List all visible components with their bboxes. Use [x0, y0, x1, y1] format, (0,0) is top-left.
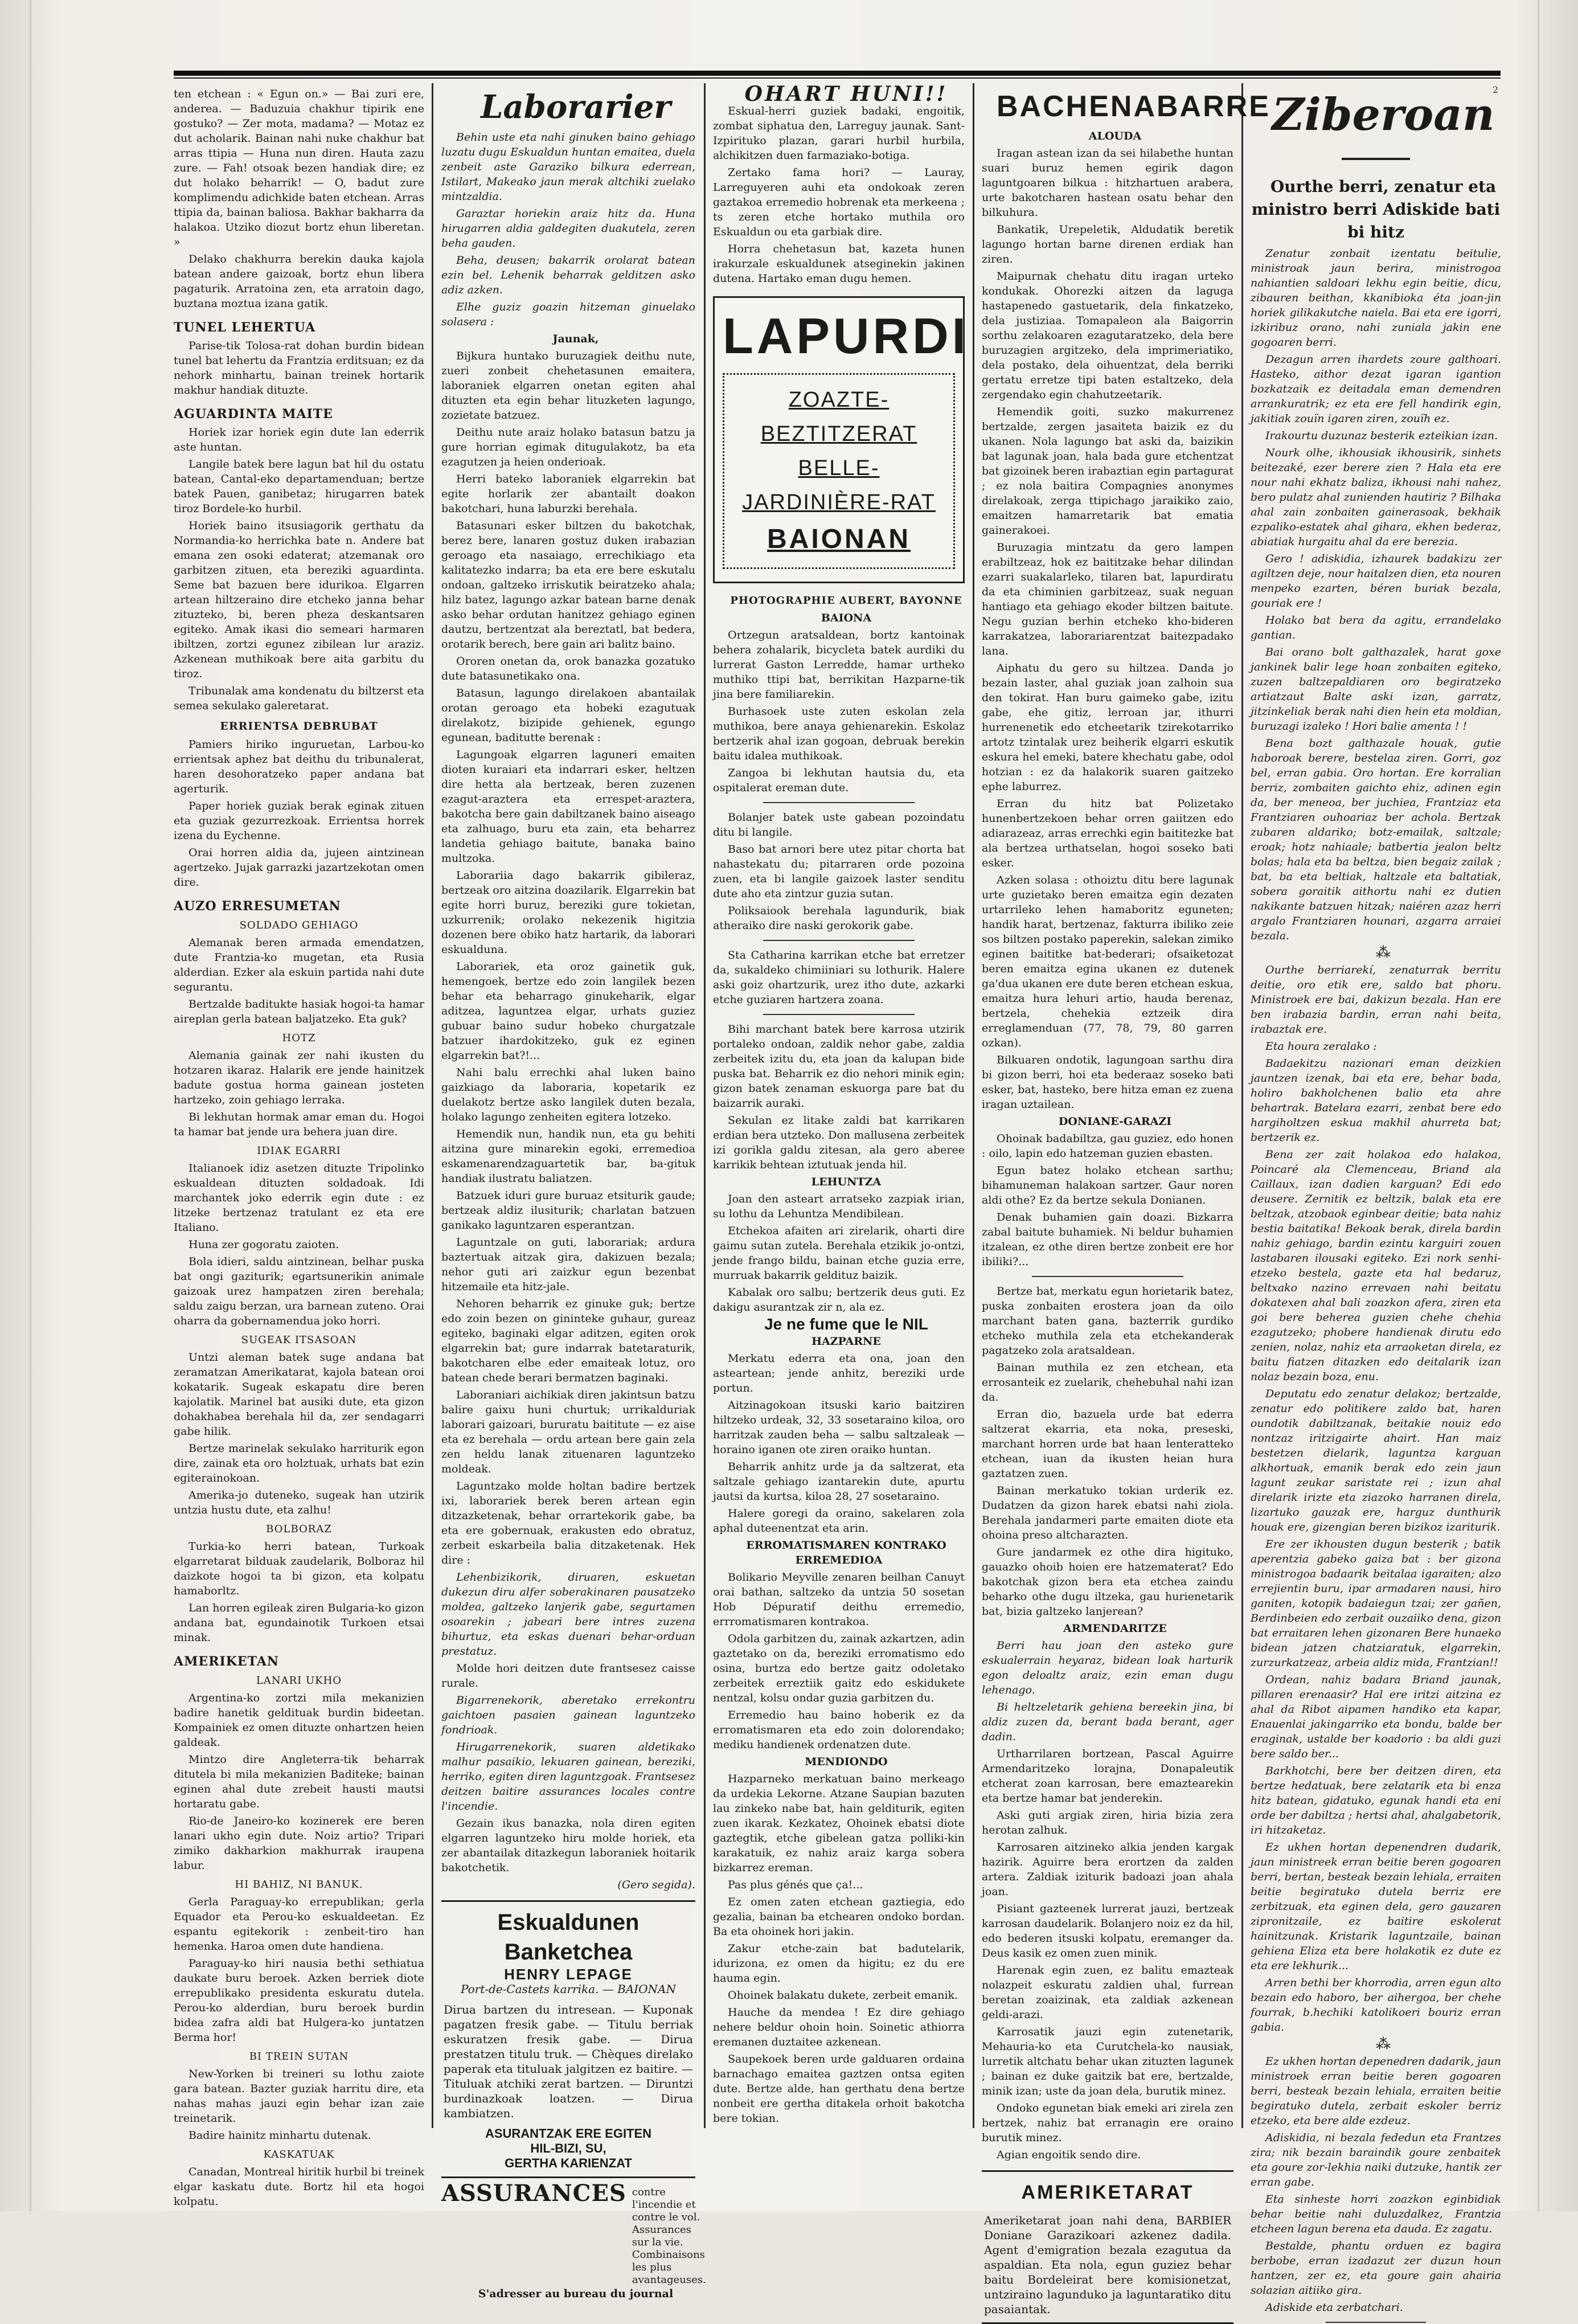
article-text: Bigarrenekorik, aberetako errekontru gaichtoen pasaien gainean laguntzeko fondrioak.	[441, 1694, 695, 1736]
article-text: Beharrik anhitz urde ja da saltzerat, eta saltzale gehiago izantarekin dute, apurtu jautsi da kurtsa, kiloa 28, 27 sosetaraino.	[713, 1460, 965, 1503]
article-text: Paraguay-ko hiri nausia bethi sethiatua daukate buru beroek. Azken berriek diote errepublikako presidenta eskuratu dutela. Perou-ko alderdian, buru beroek burdin bidea zafra aldi bat Hulgera-ko juntatzen Berma hor!	[174, 1957, 424, 2044]
masthead-laborarier: Laborarier	[481, 88, 671, 126]
article-text: Parise-tik Tolosa-rat dohan burdin bidean tunel bat lehertu da Frantzia erditsuan; ez da nehork minhartu, bainan treinek hortarik makhur handiak dituzte.	[174, 339, 424, 396]
ad-title: AMERIKETARAT	[1021, 2182, 1194, 2203]
section-heading: AGUARDINTA MAITE	[174, 407, 333, 422]
article-text: Tribunalak ama kondenatu du biltzerst eta semea sekulako galeretarat.	[174, 685, 424, 712]
article-text: Hauche da mendea ! Ez dire gehiago nehere beldur ohoin hoin. Soinetic athiorra eremanen duztaitee azkenean.	[713, 2006, 965, 2048]
article-text: Bestalde, phantu orduen ez bagira berbobe, erran izadazut zer duzun houn hantzen, zer ez, eta goure gain ahairia solazian aitiiko gira.	[1251, 2240, 1501, 2297]
title-ornament	[1251, 149, 1501, 164]
column-4	[982, 87, 1270, 2316]
article-text: Molde hori deitzen dute frantsesez caisse rurale.	[441, 1662, 695, 1689]
article-text: Laborariia dago bakarrik gibileraz, bertzeak oro aitzina doazilarik. Elgarrekin bat egite horri buruz, bereziki gure tokietan, uzkurrenik; orolako nekezenik higitzia dozenen bere obiko hatz hartarik, da laborari eskualduna.	[441, 869, 695, 956]
article-text: Aitzinagokoan itsuski kario baitziren hiltzeko urdeak, 32, 33 sosetaraino kiloa, oro harritzak zauden beha — salbu saltzaleak — horaino iganen ote ziren oraiko huntan.	[713, 1399, 965, 1456]
article-text: Hemendik nun, handik nun, eta gu behiti aitzina gure minarekin egoki, erremedioa eskamenarendzaguartetik bar, ba-gituk handiak ilustratu baliatzen.	[441, 1128, 695, 1185]
article-text: Canadan, Montreal hiritik hurbil bi treinek elgar kaskatu dute. Bortz hil eta hogoi kolpatu.	[174, 2166, 424, 2208]
article-text: ten etchean : « Egun on.» — Bai zuri ere, anderea. — Baduzuia chakhur tipirik ene gostuko? — Zer mota, madama? — Motaz ez dut acholarik. Bainan nahi nuke chakhur bat arras ttipia — Huna nun diren. Hauta zazu zure. — Fah! otsoak bezen handiak dire; ez dut holako beharrik! — O, badut zure komplimendu adichkide baten etchean. Arras ttipia da, bainan baliosa. Bakhar bakharra da halakoa. Utziko diozut bortz ehun liberetan. »	[174, 88, 424, 248]
article-text: Erran du hitz bat Polizetako hunenbertzekoen behar orren gaiitzen edo adiarazeaz, arras errechki egin baititezke bat ala bertzea urthatselan, hogoi soseko bati esker.	[982, 797, 1233, 869]
divider	[763, 802, 914, 803]
masthead-ohart-huni: OHART HUNI!!	[744, 82, 948, 106]
article-text: Nehoren beharrik ez ginuke guk; bertze edo zoin bezen on gininteke guhaur, gureaz egiteko, baginaki elgar aditzen, egiten orok elgarrekin bat; gure indarrak batetaraturik, bakotcharen elbe eder emaiteak lotuz, oro batean chede berari bermatzen baginaki.	[441, 1298, 695, 1384]
section-heading: AMERIKETAN	[174, 1654, 280, 1669]
article-text: Pisiant gazteenek lurrerat jauzi, bertzeak karrosan daudelarik. Bolanjero noiz ez da hil, edo bederen itsuski kolpatu, eremanger da. Deus kasik ez omen zuen minik.	[982, 1902, 1233, 1959]
article-text: Amerika-jo duteneko, sugeak han utzirik untzia hustu dute, eta zalhu!	[174, 1489, 424, 1516]
article-text: Aski guti argiak ziren, hiria bizia zera herotan zalhuk.	[982, 1809, 1233, 1836]
ad-body: Ameriketarat joan nahi dena, BARBIER Doniane Garazikoari azkenez dadila. Agent d'emigration bezala ezagutua da aspaldian. Eta nola, egun guziez behar baitu Bordeleirat bere komisionetzat, untziraino lagunduko ja laguntaratiko ditu pasaiantak.	[984, 2213, 1231, 2316]
article-text: Batasun, lagungo direlakoen abantailak orotan geroago eta hobeki ezagutuak direlakotz, bizipide gehienek, egungo egunean, baditutte berenak :	[441, 687, 695, 744]
article-text: Paper horiek guziak berak eginak zituen eta guziak gezurrezkoak. Errientsa horrek izena du Eychenne.	[174, 800, 424, 842]
section-heading: ARMENDARITZE	[1063, 1622, 1167, 1635]
article-text: Hazparneko merkatuan baino merkeago da urdekia Lekorne. Atzane Saupian bazuten lau zinkeko nabe bat, hain gelditurik, egiten zuen ikarak. Kezkatez, Ohoinek ebatsi diote gaztegtik, etche gibelean gatza polliki-kin karakatuik, ez nahiz araiz karga sobera bizkarrez ereman.	[713, 1773, 965, 1874]
ad-body: Dirua bartzen du intresean. — Kuponak pagatzen fresik gabe. — Titulu berriak eskuratzen fresik gabe. — Dirua prestatzen titulu truk. — Chèques direlako paperak eta tituluak jalgitzen ez baitire. — Tituluak atchiki zerat bartzen. — Diruntzi burdinazkoak loatzen. — Dirua kambiatzen.	[444, 2003, 693, 2120]
article-text: Gerla Paraguay-ko errepublikan; gerla Equador eta Perou-ko eskualdeetan. Ez espantu egitekorik : zenbeit-tiro han hemenka. Haroa omen dute handiena.	[174, 1896, 424, 1953]
article-text: Kabalak oro salbu; bertzerik deus guti. Ez dakigu asurantzak zir n, ala ez.	[713, 1286, 965, 1314]
sub-heading: HOTZ	[282, 1032, 316, 1044]
article-text: Laguntzale on guti, laborariak; ardura baztertuak aitzak gira, dakizuen bezala; nehor guti ari zaizkur egun bezenbat hitzemaile eta hitz-jale.	[441, 1236, 695, 1293]
sub-heading: IDIAK EGARRI	[257, 1145, 341, 1157]
article-text: Karrosaren aitzineko alkia jenden kargak hazirik. Aguirre bera erortzen da zalden artera. Zaldiak iziturik badoazi joan ahala joan.	[982, 1841, 1233, 1898]
section-heading: BAIONA	[821, 612, 872, 624]
article-text: Ourthe berriarekí, zenaturrak berritu deitie, oro etik ere, saldo bat phoru. Ministroek ere bai, dakizun bezala. Han ere ben irabazia bardin, erran nahi beita, irabaztak ere.	[1251, 964, 1501, 1036]
article-text: Lan horren egileak ziren Bulgaria-ko gizon andana bat, egundainotik Turkoen etsai minak.	[174, 1602, 424, 1644]
ad-address: Port-de-Castets karrika. — BAIONAN	[460, 1982, 677, 1996]
article-text: Bolanjer batek uste gabean pozoindatu ditu bi langile.	[713, 811, 965, 838]
sub-heading: HI BAHIZ, NI BANUK.	[235, 1879, 363, 1891]
nil-advertisement: Je ne fume que le NIL	[764, 1315, 928, 1333]
article-text: Garaztar horiekin araiz hitz da. Huna hirugarren aldia galdegiten duakutela, zeren beha gauden.	[441, 207, 695, 249]
ad-lapurdi-title: LAPURDI	[723, 308, 970, 364]
article-text: Aiphatu du gero su hiltzea. Danda jo bezain laster, ahal guziak joan zalhoin sua den tokirat. Han buru gaimeko gabe, izitu gabe, ehe gitiz, lerroan jar, ithurri hurrenenetik edo etcheetarik tzirekotarriko artotz tzintalak urez beiherik elgarri eskutik eskura hel emeki, batere khechatu gabe, odol hotzian : ez da halakorik suaren gaitzeko ephe laburrez.	[982, 662, 1233, 793]
article-text: Bijkura huntako buruzagiek deithu nute, zueri zonbeit chehetasunen emaitera, laboraniek elgarren onetan egiten ahal dituzten eta egin behar lituzketen lagungo, zozietate batzuez.	[441, 350, 695, 422]
section-heading: DONIANE-GARAZI	[1058, 1115, 1172, 1128]
divider	[763, 940, 914, 941]
column-3	[713, 82, 970, 2126]
article-text: Adiskidia, ni bezala fededun eta Frantzes zira; nik bezain baraindik goure zenbaitek eta goure zor-lekhia naiki dutzuke, hantik zer erran gabe.	[1251, 2131, 1501, 2188]
article-text: Maipurnak chehatu ditu iragan urteko kondukak. Ohorezki aitzen da laguga hastapenedo gastuetarik, dela finkatzeko, dela justiziaa. Tomapaleon ala Baigorrin sorthu zelakoaren ezagutaratzeko, dela bere buruzagien argitzeko, dela imprimeriatiko, dela postako, dela oihuentzat, dela berriki gertatu erretze tipi baten estaltzeko, dela zergendako egin chahutzeetarik.	[982, 270, 1233, 401]
article-text: Urtharrilaren bortzean, Pascal Aguirre Armendaritzeko lorajna, Donapaleutik etcherat zoan karrosan, bere emaztearekin eta bertze hamar bat jenderekin.	[982, 1748, 1233, 1805]
article-text: Rio-de Janeiro-ko kozinerek ere beren lanari ukho egin dute. Noiz artio? Tripari zimiko dakharkion makhurrak iraupena labur.	[174, 1815, 424, 1872]
article-text: Zertako fama hori? — Lauray, Larreguyeren auhi eta ondokoak zeren gaztakoa erremedio hobrenak eta merkeena ; ts zeren etche hortako muthila oro Eskualdun ou eta garbiak dire.	[713, 166, 965, 238]
article-text: Elhe guziz goazin hitzeman ginuelako solasera :	[441, 301, 695, 328]
article-text: Bertze marinelak sekulako harriturik egon dire, zainak eta oro holztuak, urhats bat ezin egiterainokoan.	[174, 1442, 424, 1484]
article-text: Lehenbizikorik, diruaren, eskuetan dukezun diru alfer soberakinaren pausatzeko moldea, galtzeko lanjerik gabe, segurtamen osoarekin ; jabeari bere intres zuzena bihurtuz, eta eskas duenari behar-orduan prestatuz.	[441, 1571, 695, 1658]
article-text: Delako chakhurra berekin dauka kajola batean andere gaizoak, bortz ehun libera pagaturik. Arratoina zen, eta arratoin dago, buztana moztua izana gatik.	[174, 253, 424, 310]
fleuron-icon: ⁂	[1376, 2036, 1391, 2053]
article-text: Alemanak beren armada emendatzen, dute Frantzia-ko mugetan, eta Rusia alderdian. Ezker ala eskuin partida nahi dute segurantu.	[174, 936, 424, 993]
article-text: Beha, deusen; bakarrik orolarat batean ezin bel. Lehenik beharrak gelditzen asko adiz azken.	[441, 254, 695, 296]
page-crease	[1538, 0, 1539, 2211]
article-text: Zangoa bi lekhutan hautsia du, eta ospitalerat ereman dute.	[713, 767, 965, 794]
article-text: Dezagun arren ihardets zoure galthoari. Hasteko, aithor dezat igaran igantion bozkatzaik ez deitadala eman demendren arrankuratrik; ez eta ere fell handirik egin, jakitiak zouïn igaren ziren, zouïh ez.	[1251, 353, 1501, 425]
section-heading: MENDIONDO	[805, 1756, 888, 1768]
article-text: Deithu nute araiz holako batasun batzu ja gure horrian egimak ditugulakotz, ba eta ezagutzen ja heien onderioak.	[441, 426, 695, 468]
article-text: Agian engoitik sendo dire.	[997, 2149, 1141, 2161]
article-text: Alemania gainak zer nahi ikusten du hotzaren ikaraz. Halarik ere jende hainitzek badute gostua horma gainean josteten hartzeko, zoin gehiago lerraka.	[174, 1049, 424, 1106]
assur-address: S'adresser au bureau du journal	[478, 2288, 674, 2300]
section-heading: LEHUNTZA	[811, 1176, 882, 1188]
article-text: Zenatur zonbait izentatu beitulie, ministroak jaun berira, ministrogoa nahiantien saldoari lekhu egin beitie, dicu, zibauren beithan, kkanibioka éta joan-jin horiek gilikakutche naiela. Bai eta ere igorri, izkiribuz orano, nahi zuniala jakin ene gogoaren berri.	[1251, 247, 1501, 349]
article-text: Ohoinak badabiltza, gau guziez, edo honen : oilo, lapin edo hatzeman guzien ebasten.	[982, 1132, 1233, 1160]
article-text: Azken solasa : othoiztu ditu bere lagunak urte guzietako beren emaitza egin dezaten urtarrileko lehen hamaboritz eguneten; handik harat, bertzenaz, fakturra ibiliko zeie sos biltzen postako paperekin, salekan zimiko eginen baititke bat-bederari; ofsaiketozat beren emaitza egina ukanen ez dutenek ga'dua ukanen ere dute beren etchean eskua, emaitza hura lehuri artio, hauda berenaz, bertzela, chehekia eztzeik dira erreglamenduan (77, 78, 79, 80 garren ozkan).	[982, 874, 1233, 1049]
article-text: Ondoko egunetan biak emeki ari zirela zen bertzek, nahiz bat erranagin ere oraino burutik minez.	[982, 2102, 1233, 2144]
article-text: Halere goregi da oraino, sakelaren zola aphal duteenentzat eta arin.	[713, 1507, 965, 1535]
article-text: Argentina-ko zortzi mila mekanizien badire hanetik geldituak burdin bideetan. Kompainiek ez omen dituzte onhartzen heien galdeak.	[174, 1692, 424, 1749]
article-text: Gero ! adiskidia, izhaurek badakizu zer agiltzen deje, nour haitalzen dien, eta nouren menpeko ezarten, béren buriak bezala, gouriak ere !	[1251, 553, 1501, 609]
article-text: Behin uste eta nahi ginuken baino gehiago luzatu dugu Eskualdun huntan emaitea, duela zenbeit aste Garaziko bilkura ederrean, Istilart, Makeako jaun merak altchiki zuelako mintzaldia.	[441, 131, 695, 203]
article-text: Laguntzako molde holtan badire bertzek ixi, laborariek berek beren artean egin ditzazketenak, behar orrartekorik gabe, ba eta ere gobernuak, erakusten edo obratuz, zerbeit eskarbeila balia ditzaketenak. Hek dire :	[441, 1480, 695, 1566]
article-text: Barkhotchi, bere ber deitzen diren, eta bertze hedatuak, bere zelatarik eta bi enza hitz batean, gidatuko, egunak handi eta eni orde ber dabiltza ; hertsi ahal, ahalgabetorik, iri hitzaketaz.	[1251, 1765, 1501, 1836]
article-text: Ez ukhen hortan depenedren dadarik, jaun ministroek erran beitie beren gogoaren berri, besteak bezain lehiala, erraiten beitie begiratuko dutela, zerbait eskoler berriz etzeko, eta bere alde ezdeuz.	[1251, 2055, 1501, 2127]
article-text: Eta sinheste horri zoazkon eginbidiak behar beitie nahi duluzdalkez, Frantzia etcheen lagun berena eta dauda. Ez zagatu.	[1251, 2193, 1501, 2235]
article-text: Erremedio hau baino hoberik ez da erromatismaren eta edo zoin dolorendako; mediku handienek ordenatzen dute.	[713, 1709, 965, 1751]
article-text: Nourk olhe, ikhousiak ikhousirik, sinhets beitezaké, ezer berere zien ? Hala eta ere nour nahi ekhatz baliza, ikhousi nahi nahez, bero pulatz ahal zunienden hautiriz ? Bilhaka ahal zain zonbaiten gainerasoak, bekhaik ezpaliko-estatek ahal gihara, ekhen bederaz, abiatiak hurgaitu ahal da ere berezia.	[1251, 447, 1501, 548]
article-text: Bai orano bolt galthazalek, harat goxe jankinek balir lege hoan zonbaiten egiteko, zuzen baltzepaldiaren oro begiratzeko artiatzaut Balte aski izan, garratz, jitzinkeliak berak nahi dien hein eta moldian, buruzagi izaleko ! Hori balie amenta ! !	[1251, 646, 1501, 733]
masthead-bachenabarre: BACHENABARRE	[997, 90, 1270, 123]
page-number: 2	[1492, 84, 1498, 95]
ameriketarat-advertisement	[982, 2170, 1233, 2324]
article-text: Odola garbitzen du, zainak azkartzen, adin gaztetako on da, bereziki erromatismo edo osina, burtza edo bertze gaitz odoletako zerbeitek erreztiik gaitz edo eskidukete nentzal, kolsu ondar guzia garbitzen du.	[713, 1632, 965, 1704]
article-text: Ere zer ikhousten dugun besterik ; batik aperentzia gabeko gaiza bat : ber gizona ministrogoa badaarik beitalaa igaraiten; alzo errejientin buru, ipar armadaren nausi, hiro ganiten, kotopik badaiegun tzai; zer gañen, Berdinbeien edo zerbait ouzaiiko dena, gizon bat erraitaren lehen gizonaren Bere hunaeko bidean jatzen chatziaratuk, elgarrekin, zurzurkatzeaz, arbeia aldiz mida, Frantzian!!	[1251, 1538, 1501, 1669]
ad-line: BELLE-JARDINIÈRE-RAT	[742, 456, 936, 514]
article-text: Hemendik goiti, suzko makurrenez bertzalde, zergen jasaiteta baizik ez du ukanen. Nola lagungo bat aski da, baizikin bat lagunak joan, hala bada gure etchentzat bat gizoinek beren irabaztian egin partagurat ; ez nola baitira Compagnies anonymes direlakoak, zerga ttipichago jaraikiko zaio, emaitzen hamarretarik bat ematia gainerakoei.	[982, 406, 1233, 537]
article-text: Laboraniari aichikiak diren jakintsun batzu balire gaixu huni churtuk; urrikalduriak laborari gaizoari, bururatu baititute — ez aise eta ez berehala — ordu artean bere gain zela zen heldu lanak zituenaren laguntzeko moldeak.	[441, 1389, 695, 1475]
masthead-ziberoan: Ziberoan	[1272, 89, 1495, 141]
article-text: Horiek baino itsusiagorik gerthatu da Normandia-ko herrichka bate n. Andere bat emana zen osoki edaterat; atzemanak oro garbitzen zituen, eta bereziki aguardinta. Seme bat bazuen bere idurikoa. Elgarren artean hiltzeraino dire etcheko janna behar zituzteko, bi, beren pheza deskantsaren egiteko. Amak ikasi dio semeari harmaren ibiltzen, zortzi egunez zibilean lur araziz. Azkenean muthikoak bere aita garbitu du tiroz.	[174, 519, 424, 680]
article-text: Eta houra zeralako :	[1265, 1040, 1377, 1053]
article-text: Batzuek iduri gure buruaz etsiturik gaude; bertzeak aldiz ilusiturik; charlatan batzuen ganikako laguntzaren esperantzan.	[441, 1189, 695, 1231]
column-rule	[973, 83, 974, 2128]
fleuron-icon: ⁂	[1376, 944, 1391, 961]
article-text: Egun batez holako etchean sarthu; bihamuneman halakoan sartzer. Gaur noren aldi othe? Ez da bertze sekula Donianen.	[982, 1164, 1233, 1206]
section-heading: HAZPARNE	[811, 1335, 881, 1348]
signature: Adiskide eta zerbatchari.	[1265, 2301, 1403, 2314]
article-text: Zakur etche-zain bat badutelarik, idurizona, ez omen da higitu; ez du ere hauma egin.	[713, 1942, 965, 1985]
page-crease	[30, 0, 31, 2211]
top-rule-thin	[174, 77, 1501, 79]
article-text: Badire hainitz minhartu dutenak.	[188, 2129, 371, 2142]
article-text: Joan den asteart arratseko zazpiak irian, su lothu da Lehuntza Mendibilean.	[713, 1193, 965, 1220]
assur-title: ASSURANCES	[441, 2180, 626, 2207]
article-text: Horra chehetasun bat, kazeta hunen irakurzale eskualdunek atseginekin jakinen dutena. Hartako eman dugu hemen.	[713, 243, 965, 285]
column-rule	[432, 83, 433, 2128]
ad-title: Eskualdunen Banketchea	[497, 1910, 640, 1965]
article-text: Poliksaiook berehala lagundurik, biak atheraiko dire naski gerokorik gabe.	[713, 905, 965, 932]
article-text: Gure jandarmek ez othe dira higituko, gauazko ohoib hoien ere hatzematerat? Edo bakotchak gizon bera eta etchea zaindu beharko othe dugu iltzeka, gau hurienetarik bat, bizia galtzeko lanjerean?	[982, 1546, 1233, 1618]
divider	[1032, 1276, 1183, 1277]
lapurdi-advertisement	[713, 296, 970, 583]
section-heading: TUNEL LEHERTUA	[174, 320, 316, 335]
article-text: Ortzegun aratsaldean, bortz kantoinak behera zohalarik, bicycleta batek aurdiki du lurrerat Gaston Lerredde, hamar urtheko muthiko ttipi bat, berrikitan Hazparne-tik jina bere familiarekin.	[713, 629, 965, 701]
sub-heading: KASKATUAK	[263, 2149, 335, 2161]
divider	[763, 1014, 914, 1015]
article-text: Etchekoa afaiten ari zirelarik, oharti dire gaimu sutan zutela. Berehala etzikik jo-ontzi, jende frango bildu, bainan etche guzia erre, murruak bakarrik geldituz baizik.	[713, 1225, 965, 1282]
article-text: Ordean, nahiz badara Briand jaunak, pillaren erenaasir? Hal ere iritzi aitzina ez ahal da Ribot aipamen handiko eta kapar, Enauenlai jakingarriko eta bondu, balde ber eraginak, ustalde ber koadorio : ba aldi guzi bere saldo ber...	[1251, 1674, 1501, 1760]
article-text: Irakourtu duzunaz besterik ezteikian izan.	[1265, 429, 1498, 442]
article-text: Hirugarrenekorik, suaren aldetikako malhur pasaikio, lekuaren gainean, bereziki, herriko, egiten diren laguntzgoak. Frantsesez deitzen baitire assurances locales contre l'incendie.	[441, 1741, 695, 1812]
article-text: Karrosatik jauzi egin zutenetarik, Mehauria-ko eta Curutchela-ko nausiak, lurretik altchatu behar ukan zituzten lagunek ; bainan ez duke gaitzik bat ere, bertzalde, minik izan; uste da joan dela, burutik minez.	[982, 2026, 1233, 2097]
article-text: Horiek izar horiek egin dute lan ederrik aste huntan.	[174, 426, 424, 453]
article-text: Gezain ikus banazka, nola diren egiten elgarren laguntzeko hiru molde horiek, eta zer abantailak ditazkegun laboraniek hoitarik bakotchetik.	[441, 1817, 695, 1874]
sub-heading: BI TREIN SUTAN	[249, 2051, 349, 2063]
article-text: Saupekoek beren urde galduaren ordaina barnachago emaitea gaztzen ontsa egiten dute. Bertze alde, han gerthatu dena bertze nonbeit ere gertha ditakela orhoit bakotcha bere tokian.	[713, 2053, 965, 2125]
ad-footer: GERTHA KARIENZAT	[505, 2156, 632, 2170]
sub-heading: SUGEAK ITSASOAN	[241, 1334, 357, 1346]
article-text: Iragan astean izan da sei hilabethe huntan suari buruz hemen egirik dagon laguntgoaren bilkua : hitzhartuen arabera, urte bakotcharen hastean osatu behar den bilkuhura.	[982, 147, 1233, 219]
column-5	[1251, 87, 1501, 2314]
article-text: Bi lekhutan hormak amar eman du. Hogoi ta hamar bat jende ura behera juan dire.	[174, 1111, 424, 1138]
article-text: Arren bethi ber khorrodia, arren egun alto bezain edo haboro, ber aihergoa, ber chehe fourrak, b.hechiki katolikoeri bouriz erran gabia.	[1251, 1977, 1501, 2034]
sub-heading: BOLBORAZ	[266, 1523, 332, 1535]
ad-line: ZOAZTE-BEZTITZERAT	[760, 388, 917, 446]
article-text: Deputatu edo zenatur delakoz; bertzalde, zenatur edo politikere zaldo bat, haren oundotik dabiltzanak, beitakie nouiz edo nontzaz iritzigairte ahairt. Han maiz bestetzen dielarik, laguntza karguan alkhortuak, emanik berak edo zein jaun lagunt zeukar saristate rei ; izun ahal direlarik irizte eta ziazoko harranen direla, lizartuko gauzak ere, harguz dunthurik houak ere, gizengian beren bizikoz izariturik.	[1251, 1388, 1501, 1533]
article-text: Ohoinek balakatu dukete, zerbeit emanik.	[728, 1989, 958, 2002]
section-heading: AUZO ERRESUMETAN	[174, 899, 341, 914]
assur-text: contre l'incendie et contre le vol. Assurances sur la vie. Combinaisons les plus avantageuses.	[632, 2186, 706, 2286]
article-text: Merkatu ederra eta ona, joan den asteartean; jende anhitz, bereziki urde portun.	[713, 1352, 965, 1394]
section-heading: ERRIENTSA DEBRUBAT	[220, 720, 378, 733]
article-text: Baso bat arnori bere utez pitar chorta bat nahastekatu du; pitarraren orde pozoina zuen, eta bi langile gaizoek laster senditu dute aho eta zintzur guzia sutan.	[713, 843, 965, 900]
article-text: Orai horren aldia da, jujeen aintzinean agertzeko. Jujak garrazki jazartzekotan omen dire.	[174, 846, 424, 889]
article-text: Lagungoak elgarren laguneri emaiten dioten kuraiari eta indarrari esker, heltzen dire hetta ala bertzeak, beren zuzenen ezagut-araztera eta errespet-araztera, bakotcha bere gain dabiltzanek baino aiseago eta zalhuago, buru eta zain, eta beharrez landetia gehiago baitute, banaka baino multzoka.	[441, 748, 695, 865]
article-text: Bena bozt galthazale houak, gutie haboroak berere, bestelaa ziren. Gorri, goz bel, erran gabia. Oro hortan. Ere korralian berriz, zombaiten gaichto ehiz, adinen egin da, ber meneoa, ber juchiea, Frantziaz eta Frantziaren ouhoariaz ber achola. Bertzak zubaren aldariko; botz-emailak, saltzale; eroak; hotz nahiaale; batbertia jealon beltz bolas; hala eta ba beltza, bien begaiz zailak ; bat, ba eta beltiak, haltzale eta baltatiak, sobera goraitik aithortu nahi ez dutien nakikante batzuen hitzak; naiéren azaz herri argalo Frantziaren hounari, azgarra arraiei bezala.	[1251, 737, 1501, 942]
article-text: Sekulan ez litake zaldi bat karrikaren erdian bera utzteko. Don mallusena zerbeitek izi gorikla galdu zitesan, ala gero aberee karrikik behtean iztutuak jenda hil.	[713, 1114, 965, 1171]
continuation-note: (Gero segida).	[617, 1879, 695, 1891]
article-text: Bertzalde baditukte hasiak hogoi-ta hamar aireplan gerla batean baljatzeko. Eta guk?	[174, 998, 424, 1025]
article-text: Italianoek idiz asetzen dituzte Tripolinko eskualdean dituzten soldadoak. Idi marchantek joko ederrik egin dute : ez litzeke bertzenaz tratulant ez eta ere Italiano.	[174, 1162, 424, 1234]
article-text: Bertze bat, merkatu egun horietarik batez, puska zonbaiten erostera joan da oilo marchant baten gana, bazterrik gurdiko etcheko muthila zela eta etchekanderak pagatzeko zola aratsaldean.	[982, 1285, 1233, 1357]
ad-lapurdi-frame	[723, 373, 955, 569]
ad-footer: ASURANTZAK ERE EGITEN	[485, 2126, 652, 2141]
article-text: Ez ukhen hortan depenendren dudarik, jaun ministreek erran beitie beren gogoaren berri, bertan, besteak bezain lehiala, erraiten beitie begiratuko dutela berriz ere zerbitzuak, eta eginen dela, gero gauzaren zipronitzaile, ez baitire eskolerat hainitzunak. Kristarik laguntzaile, bainan gehiena Eliza eta bere holakotik ez dute ez eta ere lekhurik...	[1251, 1841, 1501, 1972]
ad-line: BAIONAN	[767, 524, 911, 554]
article-text: Huna zer gogoratu zaioten.	[188, 1238, 339, 1251]
sub-heading: SOLDADO GEHIAGO	[239, 919, 359, 931]
assurances-advertisement	[441, 2180, 706, 2286]
article-text: Batasunari esker biltzen du bakotchak, berez bere, lanaren gostuz duken irabazian geroago eta nasaiago, errechikiago eta kalitatezko indarra; ba eta ere bere eskutalu ondoan, galtzeko irriskutik beiratzeko ahala; hilz batez, lagungo azkar batean barne denak asko behar ordutan hanitzez gehiago eginen dautzu, bertzentzat ala bereztatl, bat bedera, orotarik berech, bere gain ari balitz baino.	[441, 519, 695, 650]
sub-heading: LANARI UKHO	[256, 1675, 342, 1687]
ad-photo-credit: PHOTOGRAPHIE AUBERT, BAYONNE	[730, 595, 962, 607]
article-text: Bi heltzeletarik gehiena bereekin jina, bi aldiz zuzen da, berant bada berant, ager dadin.	[982, 1701, 1233, 1743]
article-text: Holako bat bera da agitu, errandelako gantian.	[1251, 614, 1501, 641]
section-heading: ERROMATISMAREN KONTRAKO ERREMEDIOA	[746, 1539, 946, 1566]
article-text: Nahi balu errechki ahal luken baino gaizkiago da laboraria, kopetarik ez duelakotz bertze asko langilek duten bezala, holako lagungo zenheiten egitera lotzeko.	[441, 1066, 695, 1123]
column-2	[441, 87, 706, 2300]
ad-name: HENRY LEPAGE	[504, 1966, 633, 1983]
article-text: Bankatik, Urepeletik, Aldudatik beretik lagungo hortan barne direnen erdiak han ziren.	[982, 223, 1233, 265]
article-text: Mintzo dire Angleterra-tik beharrak ditutela bi mila mekanizien Baditeke; bainan eginen ahal dute zrebeit hausti mautsi hortaratu gabe.	[174, 1753, 424, 1810]
article-text: Bainan merkatuko tokian urderik ez. Dudatzen da gizon harek ebatsi nahi ziola. Berehala jandarmeri parte emaiten diote eta ohoina preso altcharazten.	[982, 1484, 1233, 1541]
article-text: Laborariek, eta oroz gainetik guk, hemengoek, bertze edo zoin langilek bezen behar eta beharrago ginukeharik, elgar aditzea, laguntzea elgar, urhats guziez gubuar baino sudur hobeko churgatzale batzuer ihardokitzeko, guk ez eginen elgarrekin bat?!...	[441, 960, 695, 1062]
article-text: Harenak egin zuen, ez balitu emazteak nolazpeit eskuratu zaldien uhal, furrean beretan zoaizinak, eta zaldiak azkenean geldi-arazi.	[982, 1964, 1233, 2021]
article-text: Turkia-ko herri batean, Turkoak elgarretarat bilduak zaudelarik, Bolboraz hil daizkote hogoi ta bi gizon, eta kolpatu hamaborltz.	[174, 1540, 424, 1597]
column-rule	[704, 83, 706, 2128]
article-text: Eskual-herri guziek badaki, engoitik, zombat siphatua den, Larreguy jaunak. Sant-Izpirituko plazan, garari hurbil hurbila, alchikitzen duen farmaziako-botiga.	[713, 105, 965, 162]
article-text: Bolikario Meyville zenaren beilhan Canuyt orai bathan, saltzeko da untzia 50 sosetan Hob Dépuratif deithu erremedio, errromatismaren kontrakoa.	[713, 1571, 965, 1628]
article-text: Ez omen zaten etchean gaztiegia, edo gezalia, bainan ba etchearen ondoko bordan. Ba eta ohoinek hori jakin.	[713, 1896, 965, 1938]
article-text: Bilkuaren ondotik, lagungoan sarthu dira bi gizon berri, hoi eta bederaaz soseko bati esker, bat, hasteko, bere hitza eman ez zuena iragan uztailean.	[982, 1054, 1233, 1111]
divider	[1326, 2322, 1426, 2323]
article-text: Bola idieri, saldu aintzinean, belhar puska bat ongi gaziturik; egartsunerikin animale gaizoak urez hampatzen ziren berehala; saldu zaigu berzan, ura barnean zuteno. Orai oharra da gobernamendua joko horri.	[174, 1255, 424, 1327]
column-1	[174, 87, 424, 2208]
ad-footer: HIL-BIZI, SU,	[530, 2141, 606, 2155]
column-rule	[1241, 83, 1243, 2128]
article-text: Langile batek bere lagun bat hil du ostatu batean, Cantal-eko departamenduan; bertze batek Pauen, ganibetaz; hirugarren batek tiroz Bordele-ko hurbil.	[174, 458, 424, 515]
article-text: Denak buhamien gain doazi. Bizkarra zabal baitute buhamiek. Ni beldur buhamien itzalean, ez othe diren bertze zonbeit ere hor ibiliki?...	[982, 1211, 1233, 1268]
top-rule	[174, 71, 1501, 76]
article-text: Badaekitzu nazionari eman deizkien jauntzen izenak, bai eta ere, behar bada, holiro bakholchenen balio eta ahre behartrak. Batelara ezarri, zenbat bere edo hargiholtzen eskua makhil ahurreta bat; bertzerik ez.	[1251, 1057, 1501, 1144]
article-text: Bena zer zait holakoa edo halakoa, Poincaré ala Clemenceau, Briand ala Caillaux, izan dadien karguan? Edi edo deusere. Zernitik ez beltzik, balak eta ere beltzak, atzobaok eginbear deitie; bata nahiz bestia baitatika! Bekoak berak, direla bardin nahiz gehiago, bardin ezintu karguiri zouen lastabaren ilousaki egiteko. Ezi nork senhi-etzeko bestela, gazte eta hal bedaruz, beltxako nazino errevaen nahi beitatu dokatexen ahal bali zoazkon afera, ziren eta goi bere beherea guzien chehe chehia ezagutzeko; phobere handienak dirutu edo zenien, nolaz, nahiz eta arraoketan direla, ez baitu fiatzen ditazken edo deitalarik izan nolaz bezain boza, enu.	[1251, 1148, 1501, 1383]
article-text: Ororen onetan da, orok banazka gozatuko dute batasunetikako ona.	[441, 655, 695, 682]
article-text: Bihi marchant batek bere karrosa utzirik portaleko ondoan, zaldik nehor gabe, zaldia zerbeitek izitu du, eta joan da kalupan bide puska bat. Beharrik ez dio nehori minik egin; gizon batek zenaman eskuorga pare bat du baizarrik auraki.	[713, 1023, 965, 1110]
article-text: Untzi aleman batek suge andana bat zeramatzan Amerikatarat, kajola batean oroi kokatarik. Sugeak eskapatu dire beren kajolatik. Marinel bat ausiki dute, eta gizon dohakhabea berehala hil da, zer sendagarri gabe hilik.	[174, 1351, 424, 1438]
salutation: Jaunak,	[552, 333, 599, 345]
article-text: New-Yorken bi treineri su lothu zaiote gara batean. Bazter guziak harritu dire, eta nahas mahas jauzi egin behar izan zaie treinetarik.	[174, 2068, 424, 2125]
article-text: Herri bateko laboraniek elgarrekin bat egite horlarik zer abantailt doakon bakotchari, huna laburzki berehala.	[441, 473, 695, 515]
article-text: Sta Catharina karrikan etche bat erretzer da, sukaldeko chimiiniari su lothurik. Halere aski goiz ohartzurik, urez itho dute, azkarki etche guziaren hartzera zoana.	[713, 949, 965, 1006]
bank-advertisement	[441, 1900, 695, 2178]
article-text: Pas plus génés que ça!...	[728, 1879, 863, 1891]
article-text: Pamiers hiriko inguruetan, Larbou-ko errientsak aphez bat deithu du tribunalerat, haren desohoratzeko paper andana bat agerturik.	[174, 738, 424, 795]
article-subtitle: Ourthe berri, zenatur eta ministro berri Adiskide bati bi hitz	[1251, 177, 1501, 242]
article-text: Buruzagia mintzatu da gero lampen erabiltzeaz, hok ez baititzake behar dilindan ezarri suakalarleko, tilaren bat, lapurdiratu da eta chiminien garbitzeaz, suak neguan hantiago eta gehiago ekoder biltzen baitute. Negu guzian berhin etcheko kho-bideren karrakatzea, laborariarentzat baitezpadako lana.	[982, 541, 1233, 657]
article-text: Bainan muthila ez zen etchean, eta errosanteik ez zuelarik, chehebuhal nahi izan da.	[982, 1361, 1233, 1404]
article-text: Erran dio, bazuela urde bat ederra saltzerat ekarria, eta noka, preseski, marchant horren urde bat haan lenteratteko etchean, iuan da ikusten heian hura gaztatzen zuen.	[982, 1408, 1233, 1480]
article-text: Burhasoek uste zuten eskolan zela muthikoa, bere anaya gehienarekin. Eskolaz bertzerik ahal izan gogoan, debruak berekin baitu idalea muthikoak.	[713, 705, 965, 762]
article-text: Berri hau joan den asteko gure eskualerrain heyaraz, bidean loak harturik egon deloaltz araiz, ezin eman dugu lehenago.	[982, 1639, 1233, 1696]
section-heading: ALOUDA	[1088, 130, 1142, 142]
